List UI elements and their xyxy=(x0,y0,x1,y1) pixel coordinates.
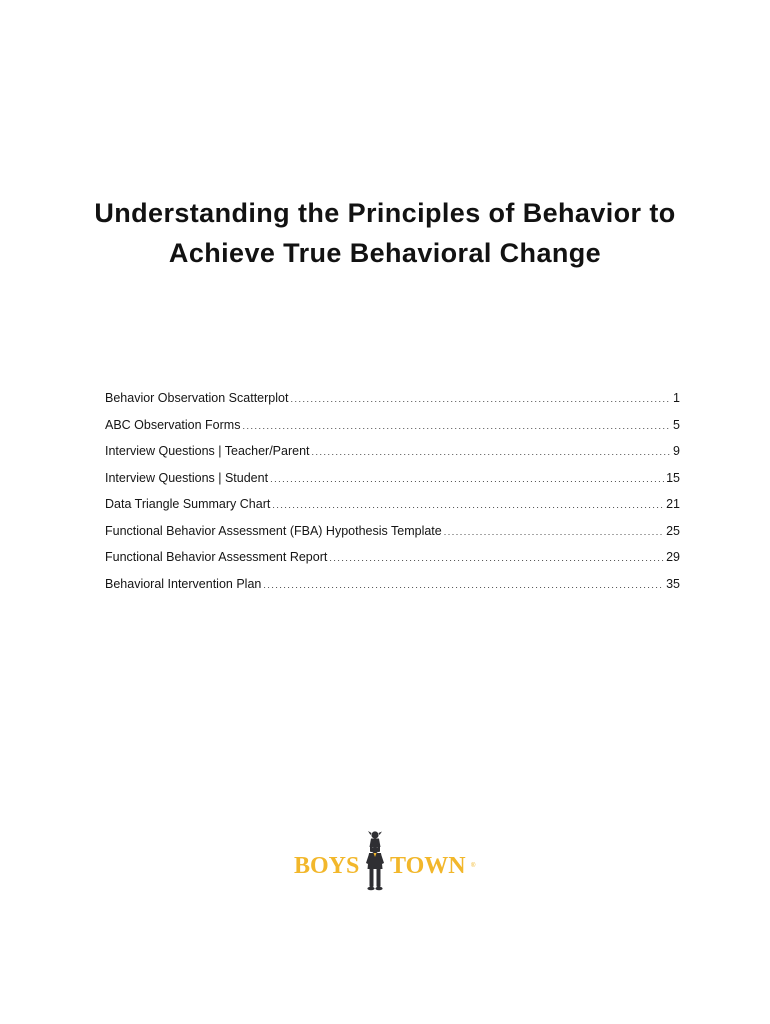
toc-entry-label: Data Triangle Summary Chart xyxy=(105,497,271,511)
toc-entry-page: 9 xyxy=(673,444,680,458)
toc-dot-leader xyxy=(270,474,664,484)
toc-entry-label: ABC Observation Forms xyxy=(105,417,241,432)
toc-entry[interactable] xyxy=(105,577,680,604)
toc-entry[interactable] xyxy=(105,497,680,524)
boy-carrying-child-icon xyxy=(361,830,391,892)
toc-entry[interactable] xyxy=(105,524,680,551)
page-title xyxy=(0,193,770,273)
toc-entry-page: 29 xyxy=(666,550,680,564)
logo-word-town: TOWN xyxy=(390,853,466,879)
toc-dot-leader xyxy=(290,394,671,404)
toc-dot-leader xyxy=(263,580,664,590)
toc-entry[interactable] xyxy=(105,418,680,445)
toc-entry[interactable] xyxy=(105,550,680,577)
toc-entry-label: Functional Behavior Assessment Report xyxy=(105,550,328,564)
registered-mark: ® xyxy=(471,863,476,869)
toc-entry[interactable] xyxy=(105,391,680,418)
toc-dot-leader xyxy=(272,500,664,510)
table-of-contents xyxy=(105,391,680,603)
toc-entry-label: Interview Questions | Student xyxy=(105,470,269,485)
toc-entry-page: 35 xyxy=(666,576,680,591)
toc-dot-leader xyxy=(242,421,671,431)
toc-dot-leader xyxy=(444,527,664,537)
toc-entry[interactable] xyxy=(105,471,680,498)
page-title-line-1: Understanding the Principles of Behavior to xyxy=(94,198,676,228)
toc-entry-label: Behavioral Intervention Plan xyxy=(105,576,262,591)
page-title-line-2: Achieve True Behavioral Change xyxy=(168,238,602,268)
toc-entry-page: 25 xyxy=(666,523,680,538)
toc-entry-label: Interview Questions | Teacher/Parent xyxy=(105,444,310,458)
toc-entry-page: 15 xyxy=(666,470,680,485)
logo-word-boys: BOYS xyxy=(294,853,360,879)
toc-entry-page: 1 xyxy=(673,391,680,405)
toc-entry-label: Functional Behavior Assessment (FBA) Hypothesis Template xyxy=(105,523,442,538)
toc-entry[interactable] xyxy=(105,444,680,471)
toc-dot-leader xyxy=(312,447,672,457)
toc-entry-page: 21 xyxy=(666,497,680,511)
toc-dot-leader xyxy=(329,553,664,563)
toc-entry-page: 5 xyxy=(673,417,680,432)
toc-entry-label: Behavior Observation Scatterplot xyxy=(105,391,289,405)
boys-town-logo xyxy=(292,830,482,894)
